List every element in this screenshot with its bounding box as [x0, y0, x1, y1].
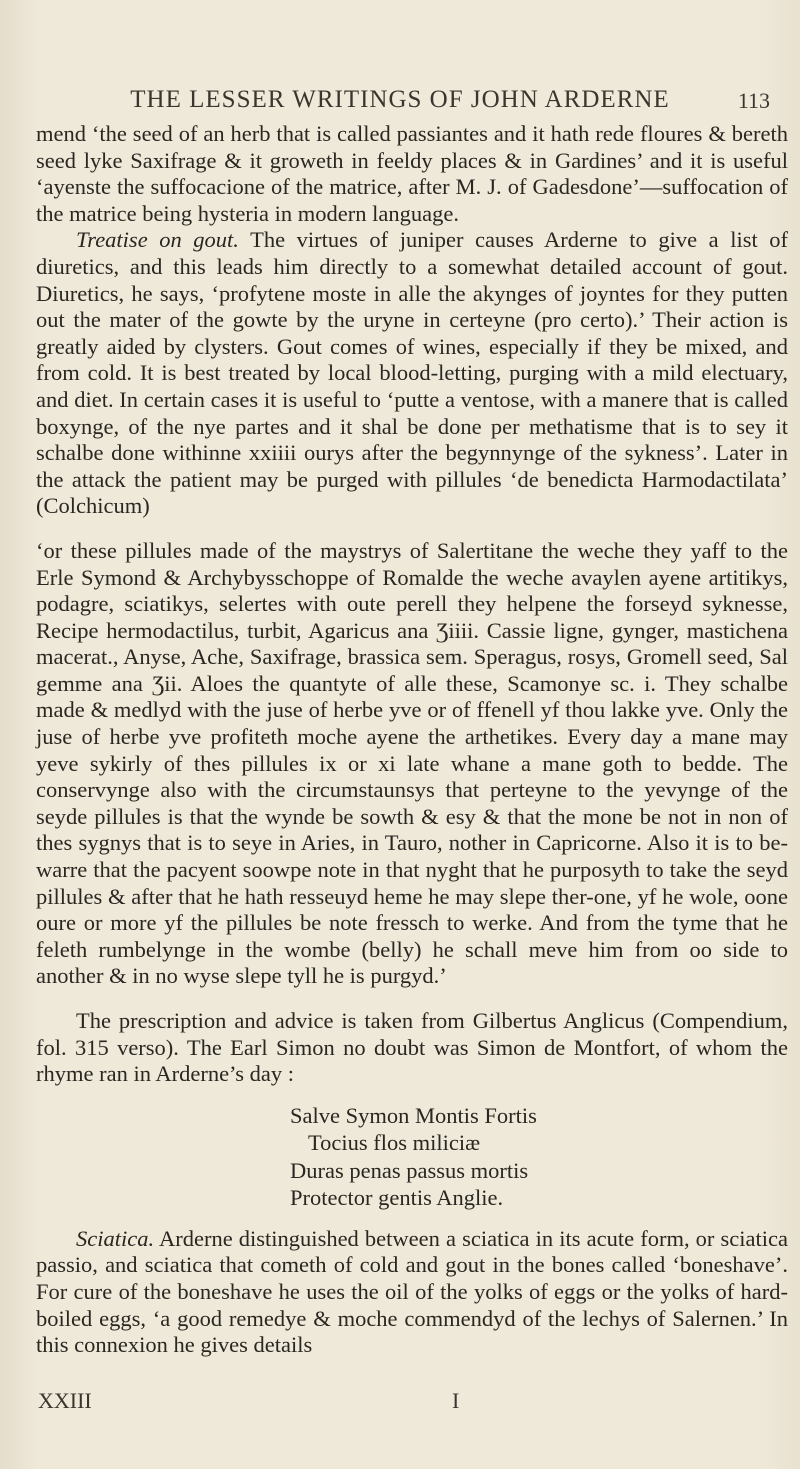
- paragraph-text: The prescription and advice is taken from Gilbertus Anglicus (Compendium, fol. 315 verso). The Earl Simon no doubt was Simon de Montfort, of whom the rhyme ran in Arderne’s day :: [36, 1008, 788, 1087]
- paragraph-gilbertus: [36, 1008, 788, 1088]
- body-text: [36, 121, 788, 1359]
- paragraph-gout: [36, 227, 788, 520]
- spacer: [36, 990, 788, 1008]
- sheet-mark: I: [452, 1388, 460, 1413]
- paragraph-text: The virtues of juniper causes Arderne to give a list of diuretics, and this leads him directly to a somewhat detailed account of gout. Diuretics, he says, ‘profytene moste in alle the akynges of joyntes for they putten out the mater of the gowte by the uryne in certeyne (pro certo).’ Their action is greatly aided by clysters. Gout comes of wines, especially if they be mixed, and from cold. It is best treated by local blood-letting, purging with a mild electuary, and diet. In certain cases it is useful to ‘putte a ventose, with a manere that is called boxynge, of the nye partes and it shal be done per methatisme that is to sey it schalbe done withinne xxiiii ourys after the begynnynge of the sykness’. Later in the attack the patient may be purged with pillules ‘de benedicta Harmodactilata’ (Colchicum): [36, 227, 789, 519]
- spacer: [36, 1088, 788, 1102]
- paragraph-sciatica: [36, 1226, 788, 1359]
- page-header: [0, 86, 800, 120]
- paragraph-text: Arderne distinguished between a sciatica in its acute form, or sciatica passio, and sciatica that cometh of cold and gout in the bones called ‘boneshave’. For cure of the boneshave he uses the oil of the yolks of eggs or the yolks of hard-boiled eggs, ‘a good remedye & moche commendyd of the lechys of Salernen.’ In this connexion he gives details: [36, 1225, 788, 1358]
- quoted-prescription: [36, 538, 788, 990]
- running-head: THE LESSER WRITINGS OF JOHN ARDERNE: [130, 86, 670, 113]
- page-number: 113: [737, 88, 770, 113]
- verse-line: Protector gentis Anglie.: [290, 1185, 504, 1211]
- side-heading-gout: Treatise on gout.: [76, 227, 239, 253]
- verse-line: Salve Symon Montis Fortis: [290, 1102, 537, 1128]
- volume-mark: XXIII: [38, 1388, 92, 1413]
- spacer: [36, 520, 788, 538]
- paragraph-passiantes: [36, 121, 788, 227]
- side-heading-sciatica: Sciatica.: [76, 1225, 155, 1251]
- verse-line: Duras penas passus mortis: [290, 1157, 529, 1183]
- paragraph-text: ‘or these pillules made of the maystrys of Salertitane the weche they yaff to the Erle Symond & Archybysschoppe of Romalde the weche avaylen ayene artitikys, podagre, sciatikys, selertes with oute perell they helpene the forseyd syknesse, Recipe hermodactilus, turbit, Agaricus ana Ʒiiii. Cassie ligne, gynger, mastichena macerat., Anyse, Ache, Saxifrage, brassica sem. Speragus, rosys, Gromell seed, Sal gemme ana Ʒii. Aloes the quantyte of alle these, Scamonye sc. i. They schalbe made & medlyd with the juse of herbe yve or of ffenell yf thou lakke yve. Only the juse of herbe yve profiteth moche ayene the arthetikes. Every day a mane may yeve sykirly of thes pillules ix or xi late whane a mane goth to bedde. The conservynge also with the circumstaunsys that perteyne to the yevynge of the seyde pillules is that the wynde be sowth & esy & that the mone be not in non of thes sygnys that is to seye in Aries, in Tauro, nother in Capricorne. Also it is to be-warre that the pacyent soowpe note in that nyght that he purposyth to take the seyd pillules & after that he hath resseuyd heme he may slepe ther-one, yf he wole, oone oure or more yf the pillules be note fressch to werke. And from the tyme that he feleth rumbelynge in the wombe (belly) he schall meve him from oo side to another & in no wyse slepe tyll he is purgyd.’: [36, 537, 788, 989]
- spacer: [36, 1212, 788, 1226]
- montfort-verse: [290, 1102, 788, 1212]
- verse-line: Tocius flos miliciæ: [308, 1130, 481, 1156]
- paragraph-text: mend ‘the seed of an herb that is called passiantes and it hath rede floures & bereth seed lyke Saxifrage & it groweth in feeldy places & in Gardines’ and it is useful ‘ayenste the suffocacione of the matrice, after M. J. of Gadesdone’—suffocation of the matrice being hysteria in modern language.: [36, 121, 788, 226]
